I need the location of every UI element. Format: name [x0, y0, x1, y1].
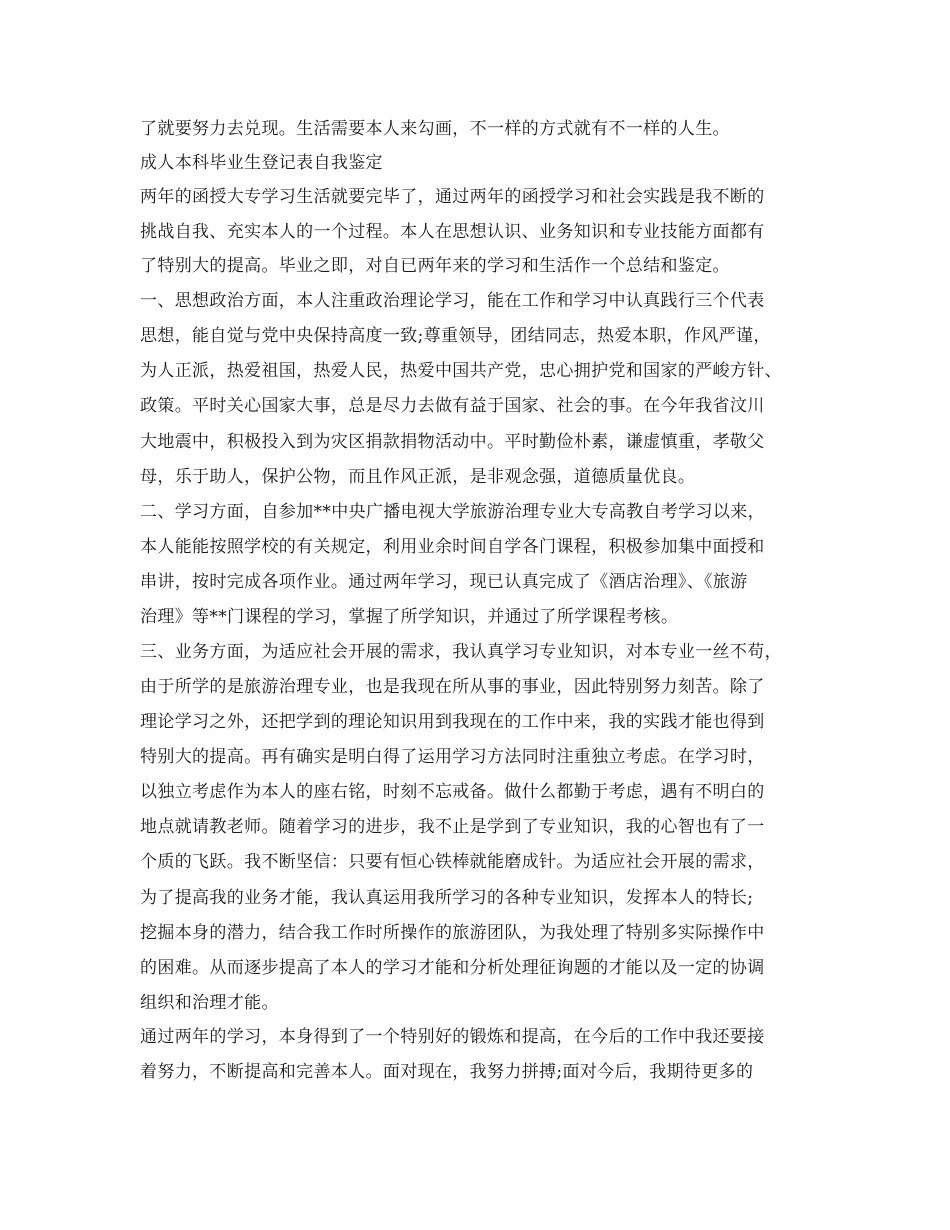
text-line: 由于所学的是旅游治理专业，也是我现在所从事的事业，因此特别努力刻苦。除了 [140, 677, 765, 697]
text-line: 二、学习方面，自参加**中央广播电视大学旅游治理专业大专高教自考学习以来， [140, 502, 765, 522]
text-line: 通过两年的学习，本身得到了一个特别好的锻炼和提高，在今后的工作中我还要接 [140, 1027, 765, 1047]
text-line: 了特别大的提高。毕业之即，对自已两年来的学习和生活作一个总结和鉴定。 [140, 256, 730, 276]
text-line: 政策。平时关心国家大事，总是尽力去做有益于国家、社会的事。在今年我省汶川 [140, 396, 765, 416]
text-line: 治理》等**门课程的学习，掌握了所学知识，并通过了所学课程考核。 [140, 607, 679, 627]
text-line: 以独立考虑作为本人的座右铭，时刻不忘戒备。做什么都勤于考虑，遇有不明白的 [140, 782, 765, 802]
text-line: 组织和治理才能。 [140, 993, 279, 1013]
text-line: 一、思想政治方面，本人注重政治理论学习，能在工作和学习中认真践行三个代表 [140, 291, 765, 311]
text-line: 挑战自我、充实本人的一个过程。本人在思想认识、业务知识和专业技能方面都有 [140, 222, 765, 242]
text-line: 串讲，按时完成各项作业。通过两年学习，现已认真完成了《酒店治理》、《旅游 [140, 572, 748, 592]
text-line: 大地震中，积极投入到为灾区捐款捐物活动中。平时勤俭朴素，谦虚慎重，孝敬父 [140, 432, 765, 452]
text-line: 了就要努力去兑现。生活需要本人来勾画，不一样的方式就有不一样的人生。 [140, 119, 730, 139]
text-line: 着努力，不断提高和完善本人。面对现在，我努力拼搏;面对今后，我期待更多的 [140, 1062, 754, 1082]
text-line: 两年的函授大专学习生活就要完毕了，通过两年的函授学习和社会实践是我不断的 [140, 187, 765, 207]
text-line: 思想，能自觉与党中央保持高度一致;尊重领导，团结同志，热爱本职，作风严谨， [140, 326, 771, 346]
text-line: 本人能能按照学校的有关规定，利用业余时间自学各门课程，积极参加集中面授和 [140, 537, 765, 557]
section-heading: 成人本科毕业生登记表自我鉴定 [140, 153, 383, 173]
text-line: 三、业务方面，为适应社会开展的需求，我认真学习专业知识，对本专业一丝不苟， [140, 642, 782, 662]
text-line: 的困难。从而逐步提高了本人的学习才能和分析处理征询题的才能以及一定的协调 [140, 958, 765, 978]
text-line: 理论学习之外，还把学到的理论知识用到我现在的工作中来，我的实践才能也得到 [140, 712, 765, 732]
text-line: 母，乐于助人，保护公物，而且作风正派，是非观念强，道德质量优良。 [140, 467, 696, 487]
text-line: 地点就请教老师。随着学习的进步，我不止是学到了专业知识，我的心智也有了一 [140, 817, 765, 837]
text-line: 为了提高我的业务才能，我认真运用我所学习的各种专业知识，发挥本人的特长; [140, 888, 754, 908]
text-line: 为人正派，热爱祖国，热爱人民，热爱中国共产党，忠心拥护党和国家的严峻方针、 [140, 361, 782, 381]
text-line: 个质的飞跃。我不断坚信：只要有恒心铁棒就能磨成针。为适应社会开展的需求， [140, 852, 765, 872]
text-line: 特别大的提高。再有确实是明白得了运用学习方法同时注重独立考虑。在学习时， [140, 747, 765, 767]
text-line: 挖掘本身的潜力，结合我工作时所操作的旅游团队，为我处理了特别多实际操作中 [140, 923, 765, 943]
